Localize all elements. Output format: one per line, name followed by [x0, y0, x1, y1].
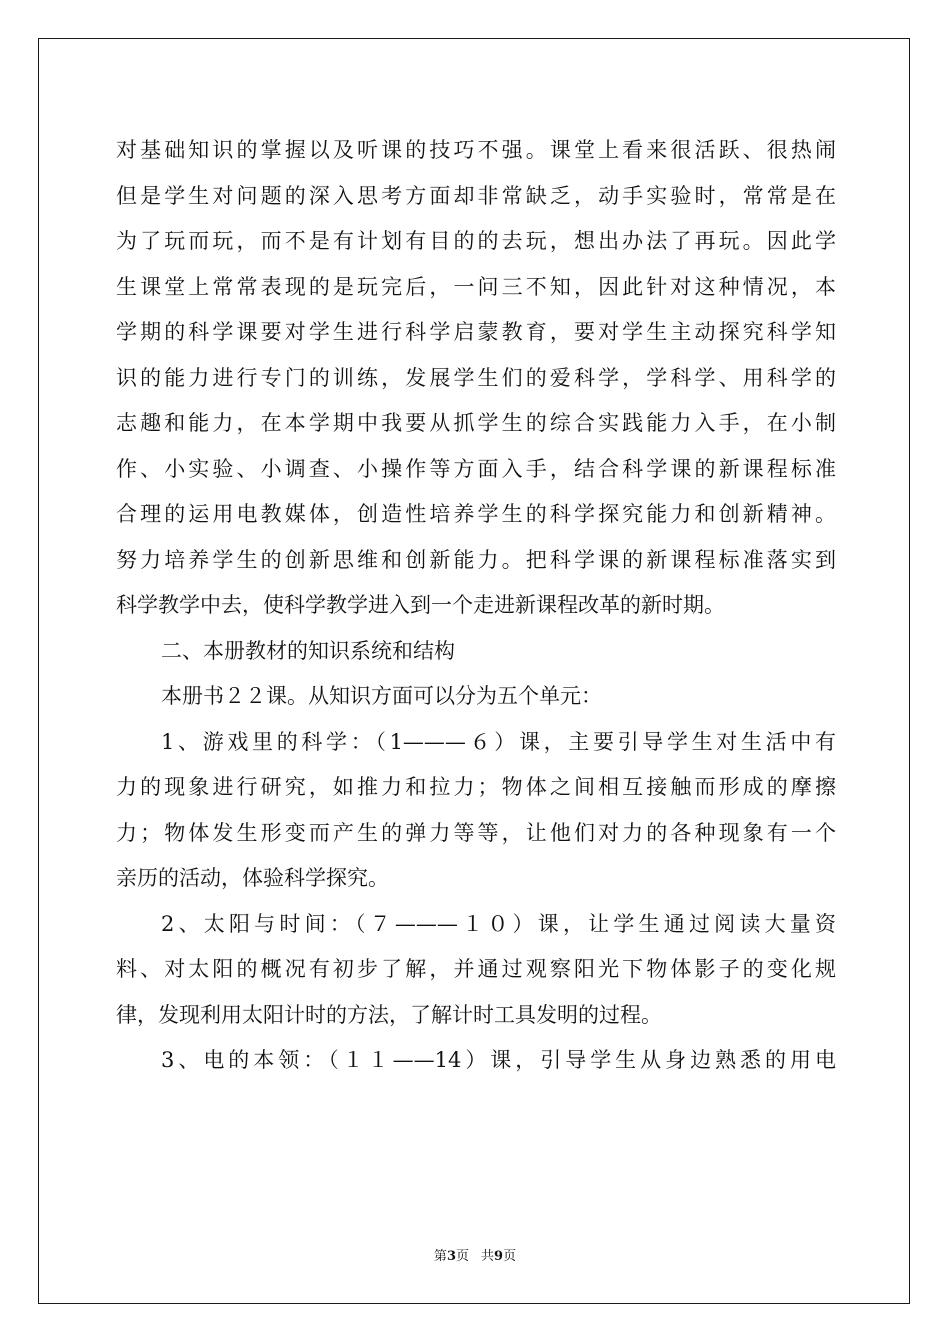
text-line-13: 本册书２２课。从知识方面可以分为五个单元：: [161, 684, 602, 708]
page-prefix: 第: [433, 1249, 447, 1264]
total-suffix: 页: [503, 1249, 517, 1264]
text-line-4: 生课堂上常常表现的是玩完后，一问三不知，因此针对这种情况，本: [116, 274, 836, 299]
text-line-17: 亲历的活动，体验科学探究。: [116, 866, 389, 890]
text-line-21: 3、电的本领：（１１——14）课，引导学生从身边熟悉的用电: [161, 1048, 836, 1072]
text-line-15: 力的现象进行研究，如推力和拉力；物体之间相互接触而形成的摩擦: [116, 775, 836, 799]
text-line-18: 2、太阳与时间：（７———１０）课，让学生通过阅读大量资: [161, 911, 836, 936]
total-prefix: 共: [481, 1249, 495, 1264]
document-body: [116, 128, 836, 1084]
text-line-8: 作、小实验、小调查、小操作等方面入手，结合科学课的新课程标准: [116, 456, 836, 481]
text-line-19: 料、对太阳的概况有初步了解，并通过观察阳光下物体影子的变化规: [116, 957, 836, 981]
text-line-3: 为了玩而玩，而不是有计划有目的的去玩，想出办法了再玩。因此学: [116, 229, 836, 253]
text-line-6: 识的能力进行专门的训练，发展学生们的爱科学，学科学、用科学的: [116, 365, 836, 390]
text-line-16: 力；物体发生形变而产生的弹力等等，让他们对力的各种现象有一个: [116, 820, 836, 845]
text-line-1: 对基础知识的掌握以及听课的技巧不强。课堂上看来很活跃、很热闹: [116, 138, 836, 162]
text-line-14: 1、游戏里的科学：（1———６）课，主要引导学生对生活中有: [161, 729, 836, 754]
text-line-10: 努力培养学生的创新思维和创新能力。把科学课的新课程标准落实到: [116, 547, 836, 572]
page-suffix: 页: [455, 1249, 469, 1264]
text-line-2: 但是学生对问题的深入思考方面却非常缺乏，动手实验时，常常是在: [116, 183, 836, 208]
text-line-5: 学期的科学课要对学生进行科学启蒙教育，要对学生主动探究科学知: [116, 320, 836, 344]
text-line-7: 志趣和能力，在本学期中我要从抓学生的综合实践能力入手，在小制: [116, 411, 836, 435]
page-footer: [0, 1245, 950, 1264]
section-heading: 二、本册教材的知识系统和结构: [161, 638, 455, 663]
current-page-number: 3: [446, 1249, 456, 1264]
text-line-9: 合理的运用电教媒体，创造性培养学生的科学探究能力和创新精神。: [116, 502, 836, 526]
text-line-20: 律，发现利用太阳计时的方法，了解计时工具发明的过程。: [116, 1002, 662, 1027]
total-page-number: 9: [494, 1249, 504, 1264]
text-line-11: 科学教学中去，使科学教学进入到一个走进新课程改革的新时期。: [116, 593, 725, 617]
